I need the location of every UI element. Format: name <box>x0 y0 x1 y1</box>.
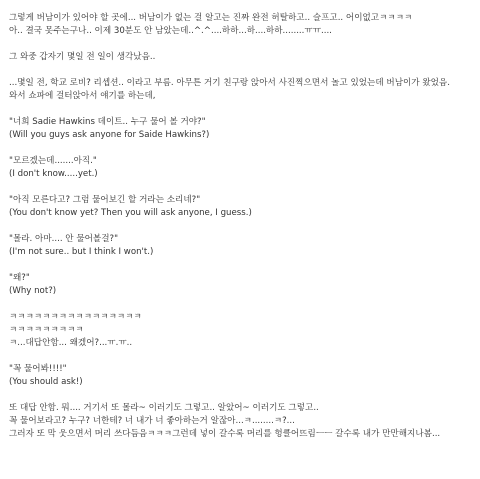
text-line: 아.. 결국 못주는구나.. 이제 30분도 안 남았는데..^.^....하하...하....하하........ㅠㅠ.... <box>9 26 332 36</box>
paragraph-gap <box>9 103 475 116</box>
english-line: (I don't know.....yet.) <box>9 169 98 179</box>
paragraph-gap <box>9 142 475 155</box>
dialogue-block <box>9 155 475 181</box>
paragraph <box>9 77 475 103</box>
paragraph-gap <box>9 389 475 402</box>
text-line: ...몇일 전, 학교 로비? 리셉션.. 이라고 부름. 아무튼 거기 친구랑 앉아서 사진찍으면서 놀고 있었는데 버남이가 왔었음. <box>9 78 450 88</box>
paragraph-gap <box>9 298 475 311</box>
korean-line: "왜?" <box>9 273 30 283</box>
dialogue-block <box>9 194 475 220</box>
paragraph-gap <box>9 64 475 77</box>
english-line: (Will you guys ask anyone for Saide Hawkins?) <box>9 130 210 140</box>
text-line: 와서 쇼파에 걸터앉아서 얘기를 하는데, <box>9 91 156 101</box>
paragraph <box>9 402 475 441</box>
text-line: ㅋ...대답안함... 왜겠어?...ㅠ.ㅠ.. <box>9 338 133 348</box>
dialogue-block <box>9 363 475 389</box>
blog-post-body <box>9 12 475 441</box>
korean-line: "아직 모른다고? 그럼 물어보긴 할 거라는 소리네?" <box>9 195 201 205</box>
english-line: (You should ask!) <box>9 377 83 387</box>
korean-line: "꼭 물어봐!!!!" <box>9 364 67 374</box>
paragraph <box>9 311 475 350</box>
english-line: (You don't know yet? Then you will ask anyone, I guess.) <box>9 208 252 218</box>
paragraph-gap <box>9 350 475 363</box>
dialogue-block <box>9 233 475 259</box>
text-line: ㅋㅋㅋㅋㅋㅋㅋㅋㅋㅋㅋㅋㅋㅋㅋㅋ <box>9 312 142 322</box>
paragraph-gap <box>9 220 475 233</box>
paragraph <box>9 12 475 38</box>
paragraph <box>9 51 475 64</box>
korean-line: "너희 Sadie Hawkins 데이트.. 누구 물어 볼 거야?" <box>9 117 206 127</box>
text-line: 그러자 또 막 웃으면서 머리 쓰다듬음ㅋㅋㅋ그런데 넣이 갈수록 머리를 헝클어뜨림ㅡㅡ 갈수록 내가 만만해지나봄... <box>9 429 441 439</box>
paragraph-gap <box>9 259 475 272</box>
text-line: 그 와중 갑자기 몇일 전 일이 생각났음.. <box>9 52 156 62</box>
paragraph-gap <box>9 181 475 194</box>
text-line: 또 대답 안함. 뭐.... 거기서 또 몰라~ 이러기도 그렇고.. 알았어~ 이러기도 그렇고.. <box>9 403 319 413</box>
dialogue-block <box>9 272 475 298</box>
english-line: (Why not?) <box>9 286 57 296</box>
english-line: (I'm not sure.. but I think I won't.) <box>9 247 154 257</box>
dialogue-block <box>9 116 475 142</box>
text-line: 꼭 물어보라고? 누구? 너한테? 너 내가 너 좋아하는거 알잖아...ㅋ........ㅋ?... <box>9 416 295 426</box>
text-line: 그렇게 버남이가 있어야 할 곳에... 버남이가 없는 걸 알고는 진짜 완전 허탈하고.. 슬프고.. 어이없고ㅋㅋㅋㅋ <box>9 13 413 23</box>
text-line: ㅋㅋㅋㅋㅋㅋㅋㅋㅋ <box>9 325 84 335</box>
paragraph-gap <box>9 38 475 51</box>
korean-line: "모르겠는데.......아직." <box>9 156 97 166</box>
korean-line: "몰라. 아마.... 안 물어볼걸?" <box>9 234 119 244</box>
